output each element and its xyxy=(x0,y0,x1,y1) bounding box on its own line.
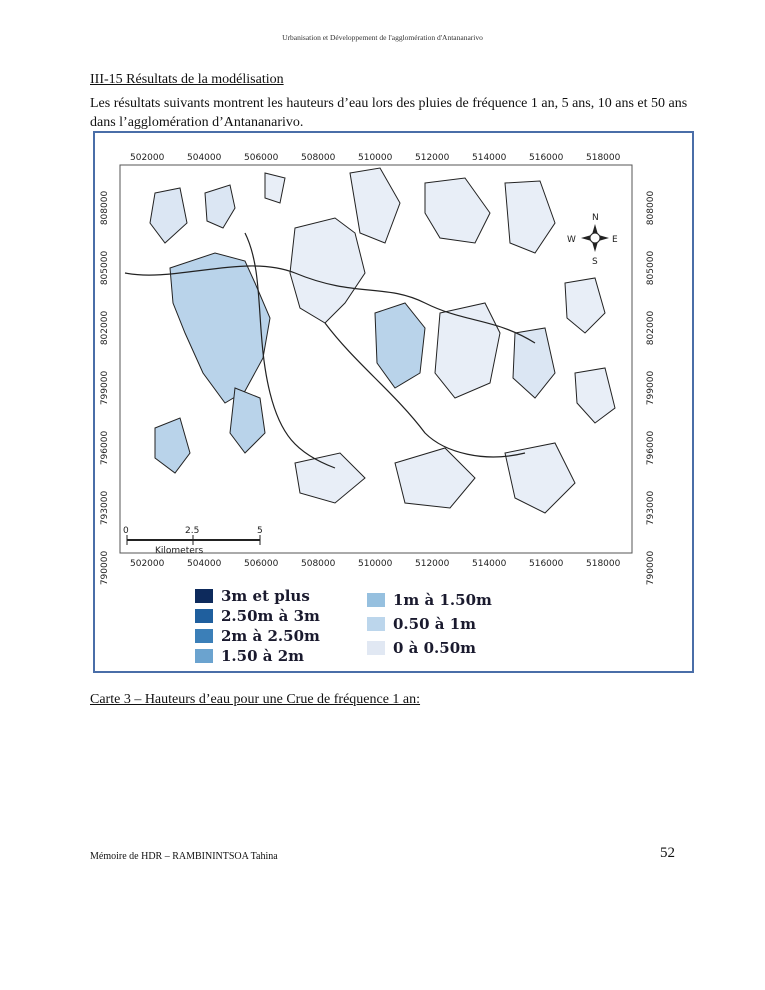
legend-swatch xyxy=(195,609,213,623)
scale-zero: 0 xyxy=(123,526,129,536)
legend-swatch xyxy=(195,589,213,603)
y-tick-label-right: 799000 xyxy=(646,370,656,406)
legend-swatch xyxy=(195,629,213,643)
x-tick-label-top: 518000 xyxy=(586,153,621,163)
running-header: Urbanisation et Développement de l'agglomération d'Antananarivo xyxy=(282,33,483,42)
compass-w: W xyxy=(567,235,576,245)
legend-label: 2m à 2.50m xyxy=(221,627,320,645)
legend-label: 2.50m à 3m xyxy=(221,607,320,625)
x-tick-label-bottom: 518000 xyxy=(586,559,621,569)
x-tick-label-top: 510000 xyxy=(358,153,393,163)
x-tick-label-top: 502000 xyxy=(130,153,165,163)
y-tick-label-left: 793000 xyxy=(100,490,110,526)
y-tick-label-right: 802000 xyxy=(646,310,656,346)
x-tick-label-top: 512000 xyxy=(415,153,450,163)
y-tick-label-right: 805000 xyxy=(646,250,656,286)
flood-map xyxy=(95,133,692,671)
section-title: III-15 Résultats de la modélisation xyxy=(90,72,284,87)
legend-swatch xyxy=(367,617,385,631)
map-legend xyxy=(195,587,492,665)
scale-end: 5 xyxy=(257,526,263,536)
x-tick-label-bottom: 502000 xyxy=(130,559,165,569)
y-tick-label-right: 796000 xyxy=(646,430,656,466)
x-tick-label-bottom: 504000 xyxy=(187,559,222,569)
footer-author: Mémoire de HDR – RAMBININTSOA Tahina xyxy=(90,851,278,862)
x-tick-label-bottom: 508000 xyxy=(301,559,336,569)
x-tick-label-bottom: 516000 xyxy=(529,559,564,569)
scale-unit: Kilometers xyxy=(155,546,204,556)
x-tick-label-top: 516000 xyxy=(529,153,564,163)
legend-label: 1.50 à 2m xyxy=(221,647,305,665)
y-tick-label-left: 805000 xyxy=(100,250,110,286)
x-axis-bottom xyxy=(130,559,621,569)
y-tick-label-right: 808000 xyxy=(646,190,656,226)
x-tick-label-bottom: 506000 xyxy=(244,559,279,569)
x-tick-label-top: 506000 xyxy=(244,153,279,163)
intro-paragraph: Les résultats suivants montrent les hauteurs d’eau lors des pluies de fréquence 1 an, 5 ans, 10 ans et 50 ans dans l’agglomération d’Antananarivo. xyxy=(90,96,688,130)
page-number: 52 xyxy=(660,845,675,861)
compass-n: N xyxy=(592,213,599,223)
y-axis-left xyxy=(100,191,110,586)
flood-map-figure xyxy=(93,131,694,673)
legend-swatch xyxy=(367,641,385,655)
x-tick-label-bottom: 514000 xyxy=(472,559,507,569)
x-tick-label-top: 508000 xyxy=(301,153,336,163)
legend-label: 0.50 à 1m xyxy=(393,615,477,633)
x-axis-top xyxy=(130,153,621,163)
y-tick-label-left: 802000 xyxy=(100,310,110,346)
y-tick-label-left: 799000 xyxy=(100,370,110,406)
legend-swatch xyxy=(195,649,213,663)
compass-e: E xyxy=(612,235,618,245)
scale-mid: 2.5 xyxy=(185,526,200,536)
y-tick-label-left: 790000 xyxy=(100,550,110,586)
y-tick-label-right: 790000 xyxy=(646,550,656,586)
x-tick-label-top: 504000 xyxy=(187,153,222,163)
y-tick-label-left: 808000 xyxy=(100,190,110,226)
x-tick-label-bottom: 512000 xyxy=(415,559,450,569)
legend-label: 1m à 1.50m xyxy=(393,591,492,609)
legend-label: 0 à 0.50m xyxy=(393,639,477,657)
legend-swatch xyxy=(367,593,385,607)
compass-s: S xyxy=(592,257,598,267)
x-tick-label-bottom: 510000 xyxy=(358,559,393,569)
legend-label: 3m et plus xyxy=(221,587,310,605)
y-tick-label-left: 796000 xyxy=(100,430,110,466)
x-tick-label-top: 514000 xyxy=(472,153,507,163)
y-tick-label-right: 793000 xyxy=(646,490,656,526)
figure-caption: Carte 3 – Hauteurs d’eau pour une Crue de fréquence 1 an: xyxy=(90,692,421,707)
y-axis-right xyxy=(646,191,656,586)
